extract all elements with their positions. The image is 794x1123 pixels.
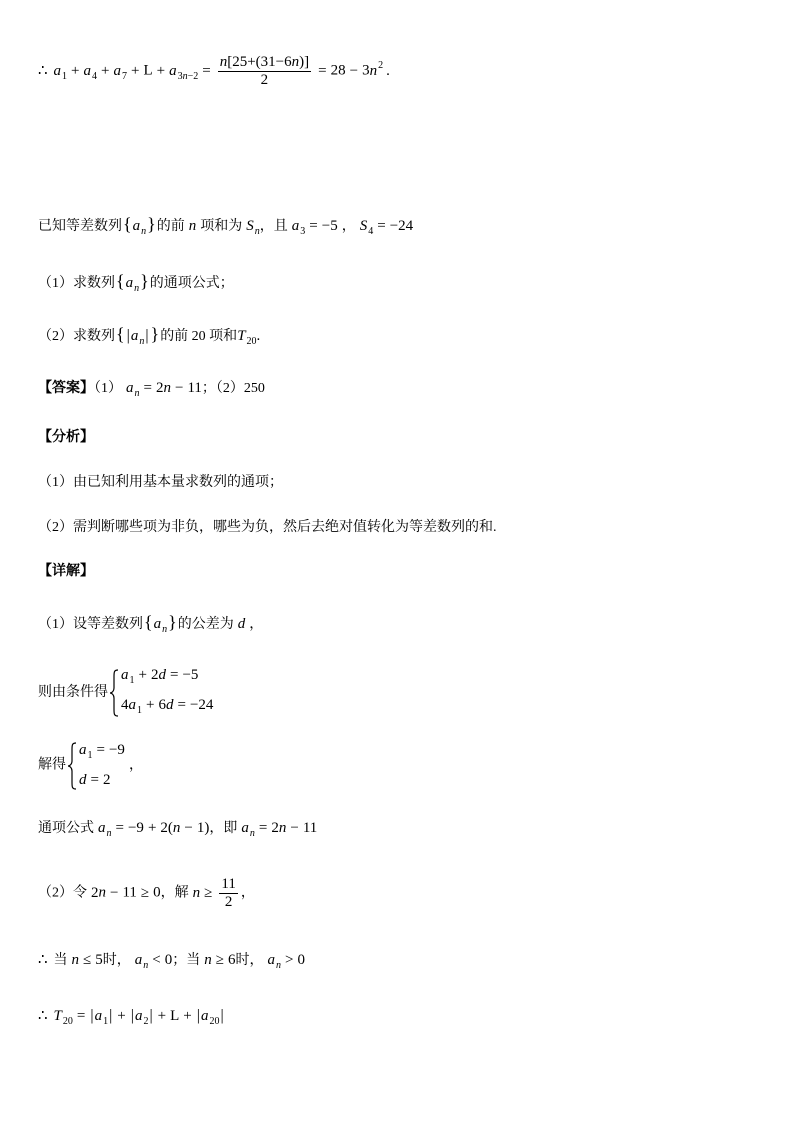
math-variable: a xyxy=(121,667,129,683)
sequence-term xyxy=(291,218,306,237)
math-number: 2 xyxy=(150,667,159,683)
part-2-line xyxy=(38,876,255,911)
absolute-value-bar: | xyxy=(109,1007,113,1024)
set-brace: } xyxy=(150,324,160,344)
text-run: （1） xyxy=(94,381,122,396)
math-superscript: 2 xyxy=(378,59,384,71)
math-number: −9 xyxy=(108,742,125,758)
math-number: 6 xyxy=(227,952,236,968)
math-subscript: n xyxy=(275,960,281,971)
math-operator: + xyxy=(147,820,157,836)
math-number: 0 xyxy=(153,884,161,901)
math-variable: a xyxy=(134,952,143,968)
left-brace-path xyxy=(110,670,118,716)
detail-heading: 【详解】 xyxy=(38,564,94,579)
math-operator: + xyxy=(146,697,155,713)
set-brace: { xyxy=(116,271,125,291)
math-variable: d xyxy=(79,772,87,788)
math-number: 0 xyxy=(297,952,305,968)
math-number: −24 xyxy=(189,697,214,713)
math-number: 2 xyxy=(91,884,99,901)
math-subscript: n xyxy=(106,828,112,839)
math-number: 2 xyxy=(260,72,269,88)
sequence-term xyxy=(241,820,255,839)
math-variable: n xyxy=(291,54,300,70)
set-brace: { xyxy=(144,612,153,632)
text-run: 时， xyxy=(235,953,264,968)
text-run: ；当 xyxy=(172,953,201,968)
math-subscript: 20 xyxy=(246,336,257,347)
left-brace-icon xyxy=(109,669,119,717)
text-run: 的前 xyxy=(156,219,185,234)
math-operator: − xyxy=(349,62,359,79)
sequence-term xyxy=(200,1008,220,1027)
math-variable: n xyxy=(369,62,378,79)
text-run: 项和为 xyxy=(200,219,243,234)
math-operator: = xyxy=(202,62,211,79)
math-operator: = xyxy=(96,742,105,758)
question-1 xyxy=(38,271,234,299)
sum-term xyxy=(53,1008,73,1027)
set-brace: } xyxy=(168,612,177,632)
text-run: 通项公式 xyxy=(38,821,94,836)
math-variable: a xyxy=(128,697,136,713)
therefore-symbol: ∴ xyxy=(38,62,48,79)
math-subscript: 1 xyxy=(62,70,68,82)
math-operator: ≥ xyxy=(215,952,224,968)
math-subscript: 7 xyxy=(121,70,127,82)
math-operator: − xyxy=(110,884,119,901)
math-subscript xyxy=(178,71,199,82)
math-operator: + xyxy=(156,62,166,79)
subscript-number: −2 xyxy=(187,70,199,82)
math-subscript: n xyxy=(143,960,149,971)
general-term-line xyxy=(38,818,317,844)
math-variable: a xyxy=(130,328,139,344)
math-variable: a xyxy=(134,1008,143,1024)
math-number: )] xyxy=(299,54,310,70)
therefore-symbol: ∴ xyxy=(38,1008,48,1024)
system-row xyxy=(79,768,125,793)
fraction-denominator xyxy=(219,894,237,911)
math-number: 11 xyxy=(122,884,137,901)
text-run: ， xyxy=(341,219,356,234)
math-paren: ) xyxy=(204,820,210,836)
math-number: −9 xyxy=(127,820,144,836)
analysis-heading: 【分析】 xyxy=(38,430,94,445)
sequence-term xyxy=(121,667,135,686)
math-number: 2 xyxy=(102,772,111,788)
absolute-value-bar: | xyxy=(220,1007,224,1024)
math-operator: = xyxy=(318,62,327,79)
math-variable: T xyxy=(53,1008,62,1024)
period: . xyxy=(256,328,261,344)
analysis-step-1 xyxy=(38,473,283,493)
cases-line xyxy=(38,950,305,976)
math-variable: a xyxy=(98,820,106,836)
math-operator: + xyxy=(117,1008,126,1024)
t20-line xyxy=(38,1006,225,1032)
text-run: 时， xyxy=(102,953,131,968)
math-operator: = xyxy=(258,820,268,836)
math-operator: ≥ xyxy=(204,884,213,901)
sequence-term xyxy=(53,62,68,82)
therefore-symbol: ∴ xyxy=(38,952,48,968)
set-brace: { xyxy=(123,214,132,234)
math-operator: − xyxy=(174,380,184,396)
absolute-value-bar: | xyxy=(130,1007,134,1024)
sequence-term xyxy=(134,1008,149,1027)
fraction-numerator xyxy=(218,54,311,72)
text-run: ， xyxy=(240,885,255,901)
fraction xyxy=(218,54,311,89)
math-operator: + xyxy=(71,62,80,79)
ellipsis-glyph: L xyxy=(170,1008,180,1024)
absolute-value-bar: | xyxy=(196,1007,200,1024)
left-brace-path xyxy=(68,743,76,789)
fraction-denominator xyxy=(218,72,311,89)
math-number: 4 xyxy=(121,697,129,713)
math-variable: S xyxy=(359,218,368,234)
math-variable: d xyxy=(165,697,174,713)
math-operator: ≤ xyxy=(83,952,92,968)
analysis-step-2 xyxy=(38,518,497,538)
text-run: 的公差为 xyxy=(177,617,234,632)
math-variable: n xyxy=(278,820,287,836)
text-run: ， xyxy=(249,617,264,632)
sequence-term xyxy=(267,952,281,971)
math-operator: = xyxy=(169,667,179,683)
text-run: ，且 xyxy=(259,219,288,234)
set-brace: { xyxy=(116,324,125,344)
math-variable: n xyxy=(188,218,197,234)
math-subscript: n xyxy=(254,226,260,237)
absolute-value-bar: | xyxy=(90,1007,94,1024)
left-brace-icon xyxy=(67,742,77,790)
math-operator: + xyxy=(157,1008,167,1024)
math-operator: − xyxy=(290,820,299,836)
math-operator: < xyxy=(152,952,161,968)
fraction xyxy=(219,876,237,911)
sum-term xyxy=(237,328,257,347)
math-number: 2 xyxy=(271,820,279,836)
math-variable: a xyxy=(126,380,134,396)
equation-system-line-2 xyxy=(38,738,143,793)
math-number: 6 xyxy=(158,697,166,713)
math-variable: n xyxy=(172,820,181,836)
math-variable: d xyxy=(237,616,246,632)
math-operator: = xyxy=(309,218,318,234)
set-brace: } xyxy=(147,214,156,234)
answer-heading: 【答案】 xyxy=(38,381,94,396)
math-operator: + xyxy=(101,62,110,79)
set-brace: } xyxy=(140,271,149,291)
math-operator: + xyxy=(138,667,147,683)
math-subscript: 1 xyxy=(129,675,135,686)
math-operator: + xyxy=(183,1008,192,1024)
sequence-term xyxy=(94,1008,109,1027)
subscript-variable: n xyxy=(182,70,188,82)
sum-term xyxy=(246,218,260,237)
math-number: 11 xyxy=(221,876,236,892)
math-subscript: 1 xyxy=(87,750,93,761)
absolute-value-bar: | xyxy=(149,1007,153,1024)
math-subscript: 20 xyxy=(62,1016,73,1027)
text-run: （2）令 xyxy=(38,885,87,901)
problem-statement xyxy=(38,214,413,242)
math-variable: n xyxy=(71,952,80,968)
equation-system-line-1 xyxy=(38,663,213,723)
math-operator: = xyxy=(177,697,186,713)
sequence-term xyxy=(132,218,147,237)
analysis-heading-line xyxy=(38,428,94,448)
math-variable: n xyxy=(219,54,228,70)
math-variable: S xyxy=(246,218,254,234)
math-number: −5 xyxy=(182,667,199,683)
system-row xyxy=(121,663,213,693)
absolute-value-bar: | xyxy=(126,327,130,344)
math-number: 1 xyxy=(196,820,205,836)
text-run: 当 xyxy=(53,953,68,968)
math-number: 11 xyxy=(187,380,202,396)
math-variable: a xyxy=(169,62,177,79)
text-run: 解得 xyxy=(38,757,66,773)
question-2 xyxy=(38,324,260,352)
sum-term xyxy=(359,218,374,237)
system-rows xyxy=(79,738,125,793)
answer-line xyxy=(38,378,265,404)
math-number: 0 xyxy=(164,952,173,968)
math-paren: ( xyxy=(167,820,173,836)
math-subscript: n xyxy=(249,828,255,839)
math-number: −5 xyxy=(321,218,338,234)
math-number: −24 xyxy=(389,218,414,234)
text-run: （1）求数列 xyxy=(38,276,115,291)
math-variable: a xyxy=(267,952,275,968)
sequence-term xyxy=(98,820,112,839)
fraction-numerator xyxy=(219,876,237,894)
math-variable: a xyxy=(153,616,162,632)
math-variable: a xyxy=(79,742,87,758)
sequence-term xyxy=(130,328,145,347)
power-term xyxy=(369,59,384,79)
sequence-term xyxy=(125,275,140,294)
equation-system xyxy=(67,738,125,793)
math-variable: n xyxy=(98,884,106,901)
text-run: ，即 xyxy=(209,821,238,836)
math-number: 5 xyxy=(95,952,103,968)
system-row xyxy=(79,738,125,768)
math-variable: a xyxy=(113,62,121,79)
absolute-value-bar: | xyxy=(145,327,149,344)
math-operator: = xyxy=(143,380,152,396)
system-rows xyxy=(121,663,213,723)
math-operator: + xyxy=(130,62,140,79)
math-variable: n xyxy=(192,884,201,901)
math-operator: = xyxy=(76,1008,86,1024)
math-number: 28 xyxy=(330,62,346,79)
sum-formula-line xyxy=(38,54,390,89)
math-subscript: n xyxy=(134,388,140,399)
math-variable: T xyxy=(237,328,246,344)
math-number: 2 xyxy=(224,894,233,910)
math-variable: a xyxy=(83,62,92,79)
detail-step-1 xyxy=(38,612,263,640)
math-variable: a xyxy=(291,218,300,234)
math-number: 3 xyxy=(362,62,370,79)
math-operator: ≥ xyxy=(140,884,150,901)
sequence-term xyxy=(153,616,168,635)
text-run: 已知等差数列 xyxy=(38,219,122,234)
sequence-term xyxy=(79,742,93,761)
equation-system xyxy=(109,663,213,723)
ellipsis-glyph: L xyxy=(143,62,153,79)
detail-heading-line xyxy=(38,562,94,582)
math-variable: a xyxy=(53,62,62,79)
math-number: 2 xyxy=(160,820,168,836)
text-run: （1）设等差数列 xyxy=(38,617,143,632)
math-subscript: 3 xyxy=(300,226,306,237)
text-run: ；（2）250 xyxy=(201,381,265,396)
sequence-term xyxy=(126,380,140,399)
sequence-term xyxy=(169,62,199,82)
math-operator: = xyxy=(115,820,124,836)
math-subscript: 1 xyxy=(103,1016,109,1027)
text-run: 则由条件得 xyxy=(38,685,108,701)
text-run: （2）求数列 xyxy=(38,329,115,344)
math-variable: a xyxy=(94,1008,103,1024)
math-variable: n xyxy=(163,380,171,396)
math-operator: = xyxy=(377,218,386,234)
math-operator: = xyxy=(90,772,99,788)
math-subscript: n xyxy=(162,624,168,635)
math-subscript: 4 xyxy=(368,226,374,237)
math-subscript: n xyxy=(134,283,140,294)
text-run: ， xyxy=(128,757,143,773)
sequence-term xyxy=(128,697,143,716)
text-run: ，解 xyxy=(160,885,189,901)
text-run: 的通项公式； xyxy=(149,276,234,291)
math-variable: n xyxy=(204,952,212,968)
math-number: 11 xyxy=(302,820,318,836)
math-number: [25+(31−6 xyxy=(227,54,292,70)
math-variable: a xyxy=(132,218,141,234)
math-number: 2 xyxy=(155,380,164,396)
sequence-term xyxy=(83,62,98,82)
math-subscript: n xyxy=(139,336,145,347)
math-subscript: 2 xyxy=(143,1016,149,1027)
math-variable: d xyxy=(158,667,166,683)
math-subscript: 4 xyxy=(92,70,98,82)
math-subscript: n xyxy=(141,226,147,237)
sequence-term xyxy=(134,952,149,971)
sequence-term xyxy=(113,62,127,82)
math-variable: a xyxy=(241,820,249,836)
text-run: （2）需判断哪些项为非负，哪些为负，然后去绝对值转化为等差数列的和. xyxy=(38,520,497,535)
system-row xyxy=(121,693,213,723)
subscript-number: 3 xyxy=(177,70,183,82)
math-variable: a xyxy=(200,1008,209,1024)
math-variable: a xyxy=(125,275,134,291)
math-operator: > xyxy=(284,952,294,968)
math-operator: − xyxy=(184,820,193,836)
text-run: 的前 20 项和 xyxy=(160,329,238,344)
math-subscript: 1 xyxy=(137,705,142,716)
math-subscript: 20 xyxy=(209,1016,220,1027)
period: . xyxy=(386,62,390,79)
text-run: （1）由已知利用基本量求数列的通项； xyxy=(38,475,283,490)
